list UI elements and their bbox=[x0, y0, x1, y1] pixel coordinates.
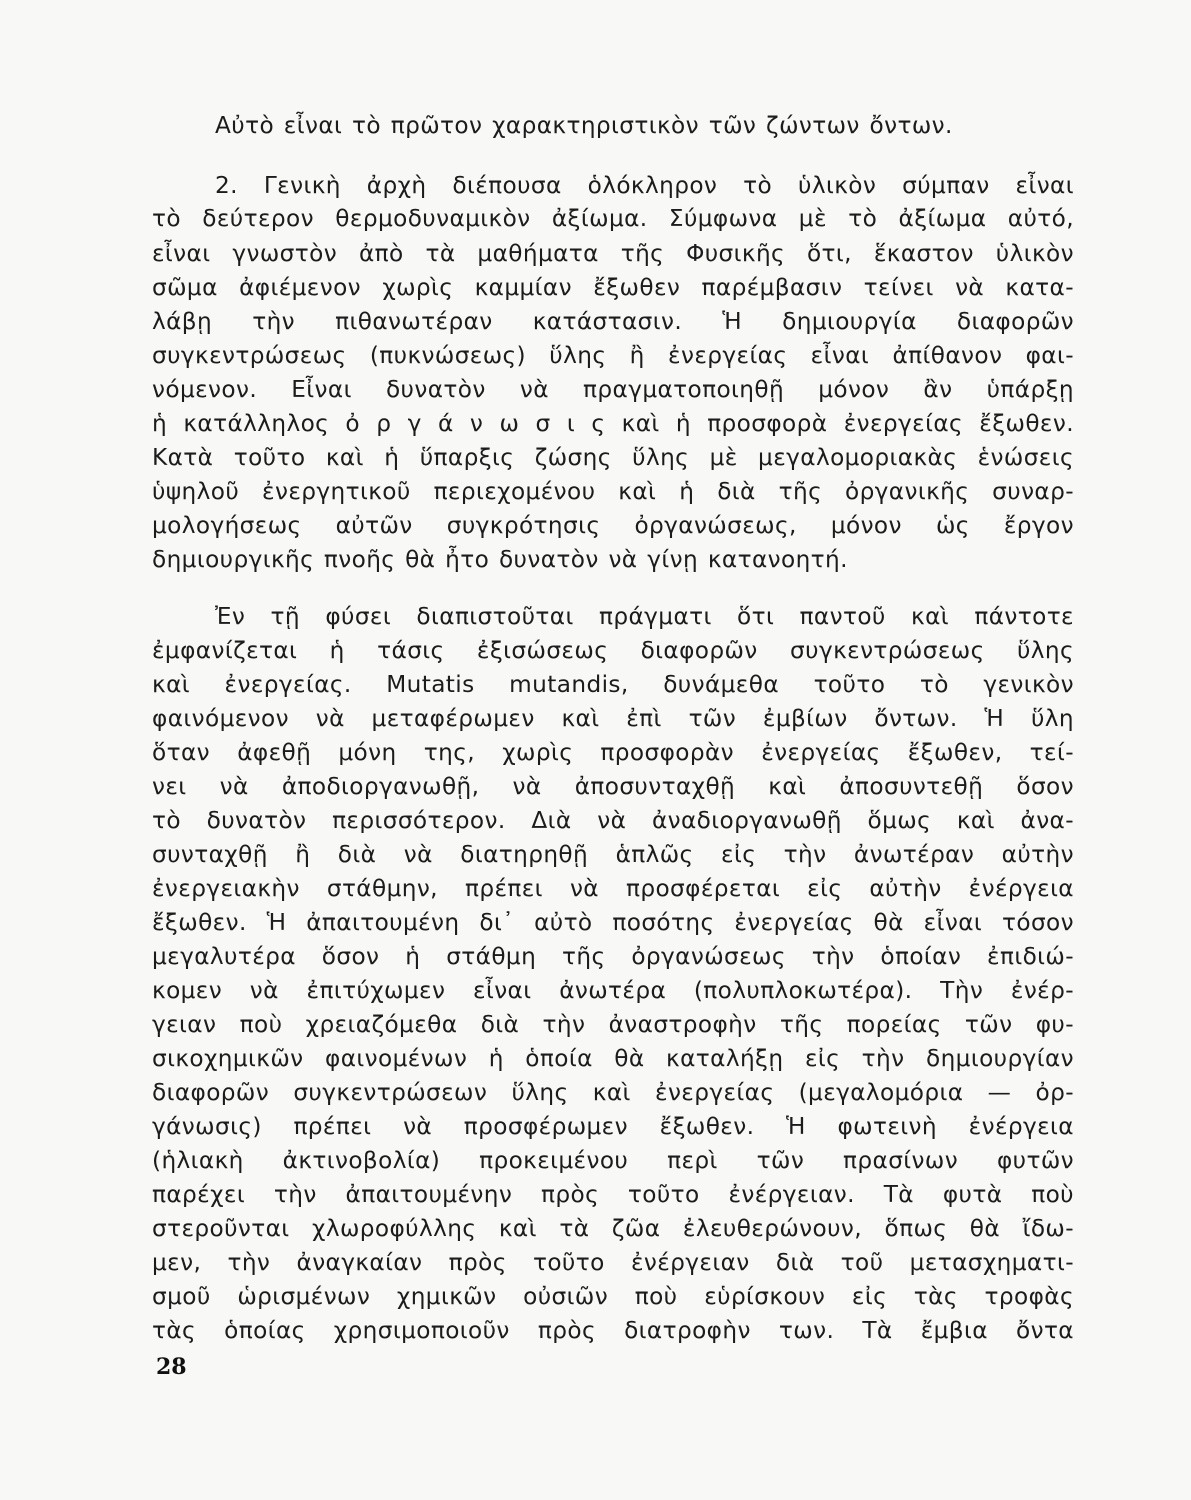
text-line: μολογήσεως αὐτῶν συγκρότησις ὀργανώσεως, μόνον ὡς ἔργον bbox=[152, 512, 1074, 539]
text-line: Αὐτὸ εἶναι τὸ πρῶτον χαρακτηριστικὸν τῶν ζώντων ὄντων. bbox=[215, 112, 953, 139]
text-line: ἔξωθεν. Ἡ ἀπαιτουμένη δι᾽ αὐτὸ ποσότης ἐνεργείας θὰ εἶναι τόσον bbox=[152, 909, 1074, 936]
text-line: σικοχημικῶν φαινομένων ἡ ὁποία θὰ καταλήξῃ εἰς τὴν δημιουργίαν bbox=[152, 1045, 1074, 1072]
text-line: λάβῃ τὴν πιθανωτέραν κατάστασιν. Ἡ δημιουργία διαφορῶν bbox=[152, 308, 1074, 335]
text-line: φαινόμενον νὰ μεταφέρωμεν καὶ ἐπὶ τῶν ἐμβίων ὄντων. Ἡ ὕλη bbox=[152, 705, 1074, 732]
text-line: ὅταν ἀφεθῇ μόνη της, χωρὶς προσφορὰν ἐνεργείας ἔξωθεν, τεί- bbox=[152, 739, 1074, 766]
text-line: τὰς ὁποίας χρησιμοποιοῦν πρὸς διατροφὴν των. Τὰ ἔμβια ὄντα bbox=[152, 1317, 1074, 1344]
text-line: νόμενον. Εἶναι δυνατὸν νὰ πραγματοποιηθῇ μόνον ἂν ὑπάρξῃ bbox=[152, 376, 1074, 403]
text-line: ὑψηλοῦ ἐνεργητικοῦ περιεχομένου καὶ ἡ διὰ τῆς ὀργανικῆς συναρ- bbox=[152, 478, 1074, 505]
text-line: κομεν νὰ ἐπιτύχωμεν εἶναι ἀνωτέρα (πολυπλοκωτέρα). Τὴν ἐνέρ- bbox=[152, 977, 1074, 1004]
text-line: ἐμφανίζεται ἡ τάσις ἐξισώσεως διαφορῶν συγκεντρώσεως ὕλης bbox=[152, 637, 1074, 664]
text-line: στεροῦνται χλωροφύλλης καὶ τὰ ζῶα ἐλευθερώνουν, ὅπως θὰ ἴδω- bbox=[152, 1215, 1074, 1242]
text-line: μεν, τὴν ἀναγκαίαν πρὸς τοῦτο ἐνέργειαν διὰ τοῦ μετασχηματι- bbox=[152, 1249, 1074, 1276]
page-number: 28 bbox=[156, 1354, 187, 1380]
text-line: γάνωσις) πρέπει νὰ προσφέρωμεν ἔξωθεν. Ἡ φωτεινὴ ἐνέργεια bbox=[152, 1113, 1074, 1140]
text-line: νει νὰ ἀποδιοργανωθῇ, νὰ ἀποσυνταχθῇ καὶ ἀποσυντεθῇ ὅσον bbox=[152, 773, 1074, 800]
text-line: παρέχει τὴν ἀπαιτουμένην πρὸς τοῦτο ἐνέργειαν. Τὰ φυτὰ ποὺ bbox=[152, 1181, 1074, 1208]
text-line: σῶμα ἀφιέμενον χωρὶς καμμίαν ἔξωθεν παρέμβασιν τείνει νὰ κατα- bbox=[152, 274, 1074, 301]
text-line: καὶ ἐνεργείας. Mutatis mutandis, δυνάμεθα τοῦτο τὸ γενικὸν bbox=[152, 671, 1074, 698]
text-line: συνταχθῇ ἢ διὰ νὰ διατηρηθῇ ἁπλῶς εἰς τὴν ἀνωτέραν αὐτὴν bbox=[152, 841, 1074, 868]
text-line: μεγαλυτέρα ὅσον ἡ στάθμη τῆς ὀργανώσεως τὴν ὁποίαν ἐπιδιώ- bbox=[152, 943, 1074, 970]
text-line: τὸ δυνατὸν περισσότερον. Διὰ νὰ ἀναδιοργανωθῇ ὅμως καὶ ἀνα- bbox=[152, 807, 1074, 834]
text-line: Ἐν τῇ φύσει διαπιστοῦται πράγματι ὅτι παντοῦ καὶ πάντοτε bbox=[215, 603, 1074, 630]
text-line: Κατὰ τοῦτο καὶ ἡ ὕπαρξις ζώσης ὕλης μὲ μεγαλομοριακὰς ἑνώσεις bbox=[152, 444, 1074, 471]
text-line: (ἡλιακὴ ἀκτινοβολία) προκειμένου περὶ τῶν πρασίνων φυτῶν bbox=[152, 1147, 1074, 1174]
text-line: 2. Γενικὴ ἀρχὴ διέπουσα ὁλόκληρον τὸ ὑλικὸν σύμπαν εἶναι bbox=[215, 172, 1074, 199]
text-line: εἶναι γνωστὸν ἀπὸ τὰ μαθήματα τῆς Φυσικῆς ὅτι, ἕκαστον ὑλικὸν bbox=[152, 240, 1074, 267]
text-line: ἡ κατάλληλος ὀ ρ γ ά ν ω σ ι ς καὶ ἡ προσφορὰ ἐνεργείας ἔξωθεν. bbox=[152, 410, 1074, 437]
text-line: ἐνεργειακὴν στάθμην, πρέπει νὰ προσφέρεται εἰς αὐτὴν ἐνέργεια bbox=[152, 875, 1074, 902]
text-line: τὸ δεύτερον θερμοδυναμικὸν ἀξίωμα. Σύμφωνα μὲ τὸ ἀξίωμα αὐτό, bbox=[152, 205, 1074, 232]
text-line: γειαν ποὺ χρειαζόμεθα διὰ τὴν ἀναστροφὴν τῆς πορείας τῶν φυ- bbox=[152, 1011, 1074, 1038]
text-line: διαφορῶν συγκεντρώσεων ὕλης καὶ ἐνεργείας (μεγαλομόρια — ὀρ- bbox=[152, 1079, 1074, 1106]
text-line: συγκεντρώσεως (πυκνώσεως) ὕλης ἢ ἐνεργείας εἶναι ἀπίθανον φαι- bbox=[152, 342, 1074, 369]
text-line: σμοῦ ὡρισμένων χημικῶν οὐσιῶν ποὺ εὑρίσκουν εἰς τὰς τροφὰς bbox=[152, 1283, 1074, 1310]
text-line: δημιουργικῆς πνοῆς θὰ ἦτο δυνατὸν νὰ γίνῃ κατανοητή. bbox=[152, 546, 848, 573]
